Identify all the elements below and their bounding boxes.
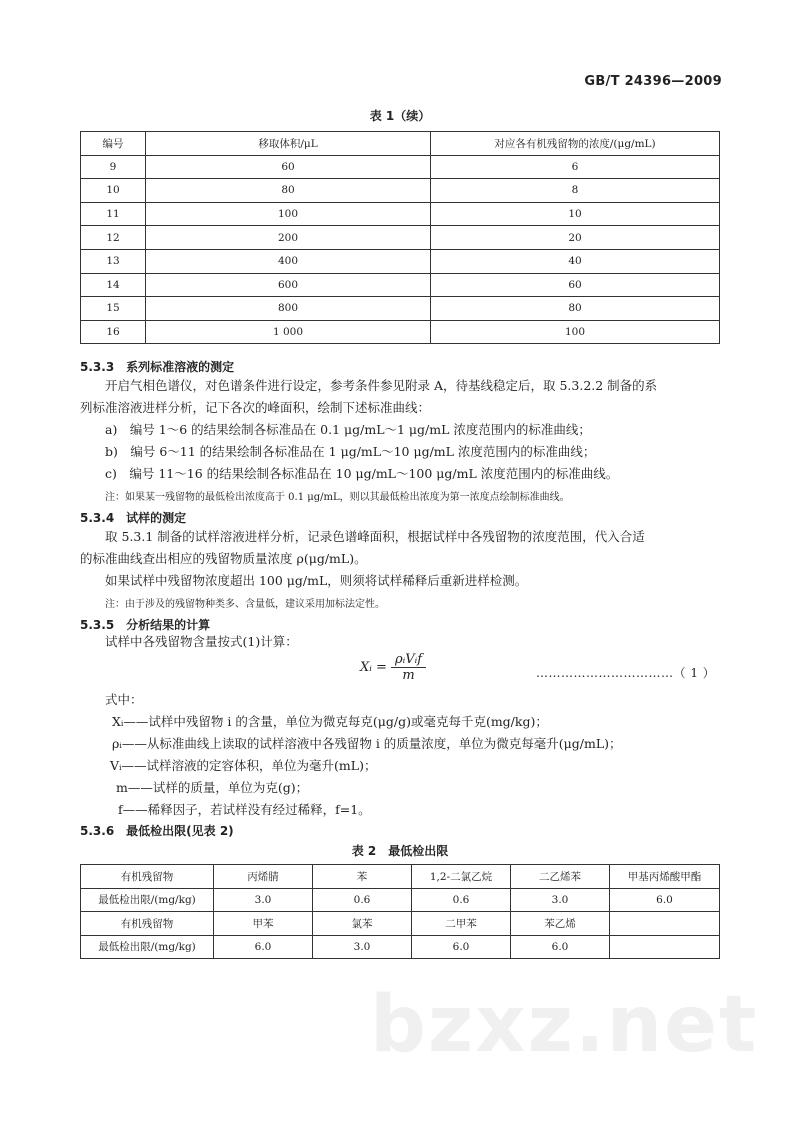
table-row xyxy=(81,865,720,889)
where-label: 式中： xyxy=(105,692,143,707)
formula-number: ……………………………（ 1 ） xyxy=(536,666,716,680)
formula-1 xyxy=(360,652,426,683)
table-cell: 600 xyxy=(146,273,431,297)
table-cell: 14 xyxy=(81,273,146,297)
table-cell: 0.6 xyxy=(313,888,412,912)
table-cell: 60 xyxy=(146,155,431,179)
formula-fraction xyxy=(391,652,426,683)
table-cell: 80 xyxy=(146,179,431,203)
column-header: 对应各有机残留物的浓度/(μg/mL) xyxy=(431,132,720,156)
note: 注：如果某一残留物的最低检出浓度高于 0.1 μg/mL，则以其最低检出浓度为第一浓度点绘制标准曲线。 xyxy=(105,492,570,503)
note: 注：由于涉及的残留物种类多、含量低，建议采用加标法定性。 xyxy=(105,599,385,610)
table-row xyxy=(81,935,720,959)
table-cell: 3.0 xyxy=(313,935,412,959)
table-cell: 苯 xyxy=(313,865,412,889)
column-header: 编号 xyxy=(81,132,146,156)
table-cell: 6.0 xyxy=(511,935,610,959)
table-cell: 6.0 xyxy=(610,888,720,912)
formula-numerator: ρᵢVᵢf xyxy=(391,652,426,668)
table-cell: 最低检出限/(mg/kg) xyxy=(81,888,214,912)
table-cell: 100 xyxy=(146,202,431,226)
table-cell: 1,2-二氯乙烷 xyxy=(412,865,511,889)
table2 xyxy=(80,864,720,959)
table2-caption: 表 2 最低检出限 xyxy=(351,844,449,858)
list-item: a) 编号 1～6 的结果绘制各标准品在 0.1 μg/mL～1 μg/mL 浓度范围内的标准曲线； xyxy=(105,422,591,437)
table-cell: 15 xyxy=(81,297,146,321)
table-cell xyxy=(610,935,720,959)
table-cell: 60 xyxy=(431,273,720,297)
table-cell xyxy=(610,912,720,936)
table1 xyxy=(80,131,720,344)
table-cell: 100 xyxy=(431,320,720,344)
table-cell: 氯苯 xyxy=(313,912,412,936)
table-cell: 9 xyxy=(81,155,146,179)
table-cell: 16 xyxy=(81,320,146,344)
table-cell: 200 xyxy=(146,226,431,250)
paragraph: 如果试样中残留物浓度超出 100 μg/mL，则须将试样稀释后重新进样检测。 xyxy=(105,573,528,588)
table-cell: 13 xyxy=(81,249,146,273)
table-row xyxy=(81,888,720,912)
table-cell: 12 xyxy=(81,226,146,250)
paragraph: 的标准曲线查出相应的残留物质量浓度 ρ(μg/mL)。 xyxy=(80,551,367,566)
table-cell: 有机残留物 xyxy=(81,912,214,936)
table-cell: 3.0 xyxy=(511,888,610,912)
table-cell: 6.0 xyxy=(412,935,511,959)
table-cell: 800 xyxy=(146,297,431,321)
paragraph: 试样中各残留物含量按式(1)计算： xyxy=(105,634,298,649)
definition: m——试样的质量，单位为克(g)； xyxy=(116,780,309,795)
table-cell: 80 xyxy=(431,297,720,321)
section-heading-5-3-4: 5.3.4 试样的测定 xyxy=(80,511,187,525)
table-row xyxy=(81,155,720,179)
table-row xyxy=(81,273,720,297)
table-row xyxy=(81,202,720,226)
column-header: 移取体积/μL xyxy=(146,132,431,156)
standard-number: GB/T 24396—2009 xyxy=(584,74,722,89)
table-cell: 二甲苯 xyxy=(412,912,511,936)
table-row xyxy=(81,912,720,936)
paragraph: 开启气相色谱仪，对色谱条件进行设定，参考条件参见附录 A，待基线稳定后，取 5.3.2.2 制备的系 xyxy=(105,378,658,393)
watermark: bzxz.net xyxy=(370,980,759,1070)
table-row xyxy=(81,249,720,273)
table-cell: 3.0 xyxy=(214,888,313,912)
list-item: b) 编号 6～11 的结果绘制各标准品在 1 μg/mL～10 μg/mL 浓度范围内的标准曲线； xyxy=(105,444,596,459)
table-row xyxy=(81,320,720,344)
table-cell: 丙烯腈 xyxy=(214,865,313,889)
table-cell: 甲苯 xyxy=(214,912,313,936)
table-cell: 1 000 xyxy=(146,320,431,344)
formula-lhs: Xᵢ = xyxy=(360,660,392,675)
table-cell: 20 xyxy=(431,226,720,250)
table-row xyxy=(81,179,720,203)
table-cell: 10 xyxy=(431,202,720,226)
table-cell: 苯乙烯 xyxy=(511,912,610,936)
list-item: c) 编号 11～16 的结果绘制各标准品在 10 μg/mL～100 μg/mL 浓度范围内的标准曲线。 xyxy=(105,466,619,481)
table-cell: 6.0 xyxy=(214,935,313,959)
table-cell: 10 xyxy=(81,179,146,203)
table-cell: 8 xyxy=(431,179,720,203)
table1-caption: 表 1（续） xyxy=(369,109,431,123)
section-heading-5-3-5: 5.3.5 分析结果的计算 xyxy=(80,618,211,632)
table-cell: 二乙烯苯 xyxy=(511,865,610,889)
table-cell: 最低检出限/(mg/kg) xyxy=(81,935,214,959)
paragraph: 列标准溶液进样分析，记下各次的峰面积，绘制下述标准曲线： xyxy=(80,400,431,415)
formula-denominator: m xyxy=(402,668,415,683)
table-cell: 40 xyxy=(431,249,720,273)
definition: ρᵢ——从标准曲线上读取的试样溶液中各残留物 i 的质量浓度，单位为微克每毫升(μg/mL)； xyxy=(112,736,622,751)
table-row xyxy=(81,226,720,250)
table-cell: 0.6 xyxy=(412,888,511,912)
table-cell: 有机残留物 xyxy=(81,865,214,889)
table-row xyxy=(81,297,720,321)
definition: Vᵢ——试样溶液的定容体积，单位为毫升(mL)； xyxy=(110,758,377,773)
table-cell: 11 xyxy=(81,202,146,226)
paragraph: 取 5.3.1 制备的试样溶液进样分析，记录色谱峰面积，根据试样中各残留物的浓度范围，代入合适 xyxy=(105,529,645,544)
table-cell: 6 xyxy=(431,155,720,179)
table-header-row xyxy=(81,132,720,156)
table-cell: 甲基丙烯酸甲酯 xyxy=(610,865,720,889)
section-heading-5-3-3: 5.3.3 系列标准溶液的测定 xyxy=(80,360,235,374)
section-heading-5-3-6: 5.3.6 最低检出限(见表 2) xyxy=(80,824,234,838)
definition: f——稀释因子，若试样没有经过稀释，f=1。 xyxy=(118,802,371,817)
table-cell: 400 xyxy=(146,249,431,273)
definition: Xᵢ——试样中残留物 i 的含量，单位为微克每克(μg/g)或毫克每千克(mg/kg)； xyxy=(112,714,548,729)
